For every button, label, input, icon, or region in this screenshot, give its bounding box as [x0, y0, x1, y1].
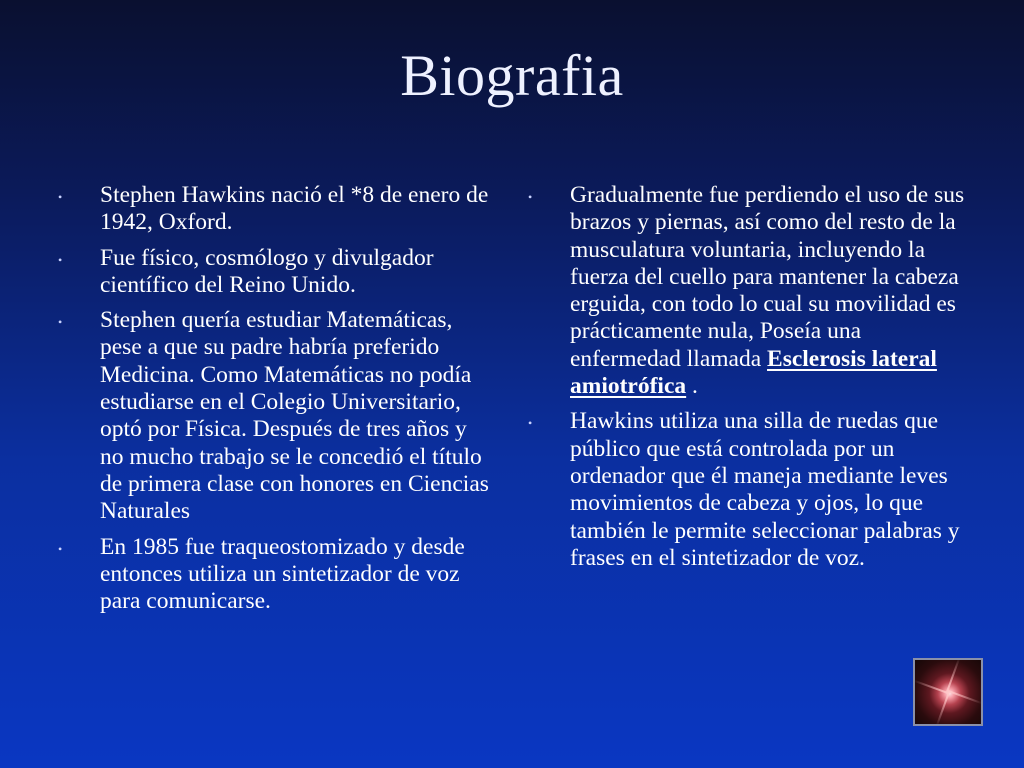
- disease-link[interactable]: Esclerosis lateral amiotrófica: [570, 345, 937, 400]
- right-column: [526, 182, 970, 580]
- left-column: [56, 182, 496, 623]
- bullet-icon: •: [58, 252, 63, 267]
- list-item: [526, 182, 970, 400]
- slide-title: Biografia: [400, 43, 624, 108]
- bullet-icon: •: [528, 416, 533, 431]
- light-ray: [948, 690, 983, 704]
- bullet-icon: •: [58, 541, 63, 556]
- list-item: [56, 534, 496, 616]
- list-item: [56, 245, 496, 300]
- list-item-text: Stephen Hawkins nació el *8 de enero de 1942, Oxford.: [100, 182, 489, 236]
- light-ray: [913, 680, 948, 694]
- list-item: [56, 307, 496, 525]
- bullet-icon: •: [58, 315, 63, 330]
- list-item-text: En 1985 fue traqueostomizado y desde entonces utiliza un sintetizador de voz para comunicarse.: [100, 533, 465, 615]
- list-item-suffix: .: [686, 373, 698, 400]
- list-item-text: Fue físico, cosmólogo y divulgador científico del Reino Unido.: [100, 244, 434, 298]
- bullet-icon: •: [528, 190, 533, 204]
- left-bullet-list: [56, 182, 496, 615]
- right-bullet-list: [526, 182, 970, 572]
- light-ray: [946, 658, 960, 692]
- light-ray: [936, 692, 950, 726]
- list-item-text: Hawkins utiliza una silla de ruedas que público que está controlada por un ordenador que él maneja mediante leves movimientos de cabeza y ojos, lo que también le permite seleccionar palabras y frases en el sintetizador de voz.: [570, 408, 960, 571]
- list-item: [56, 182, 496, 237]
- bullet-icon: •: [58, 190, 63, 204]
- list-item: [526, 408, 970, 572]
- decorative-light-image: [913, 658, 983, 726]
- list-item-text: Gradualmente fue perdiendo el uso de sus brazos y piernas, así como del resto de la musculatura voluntaria, incluyendo la fuerza del cuello para mantener la cabeza erguida, con todo lo cual su movilidad es prácticamente nula, Poseía una enfermedad llamada: [570, 182, 965, 372]
- list-item-text: Stephen quería estudiar Matemáticas, pese a que su padre habría preferido Medicina. Como Matemáticas no podía estudiarse en el Colegio Universitario, optó por Física. Después de tres años y no mucho trabajo se le concedió el título de primera clase con honores en Ciencias Naturales: [100, 307, 489, 525]
